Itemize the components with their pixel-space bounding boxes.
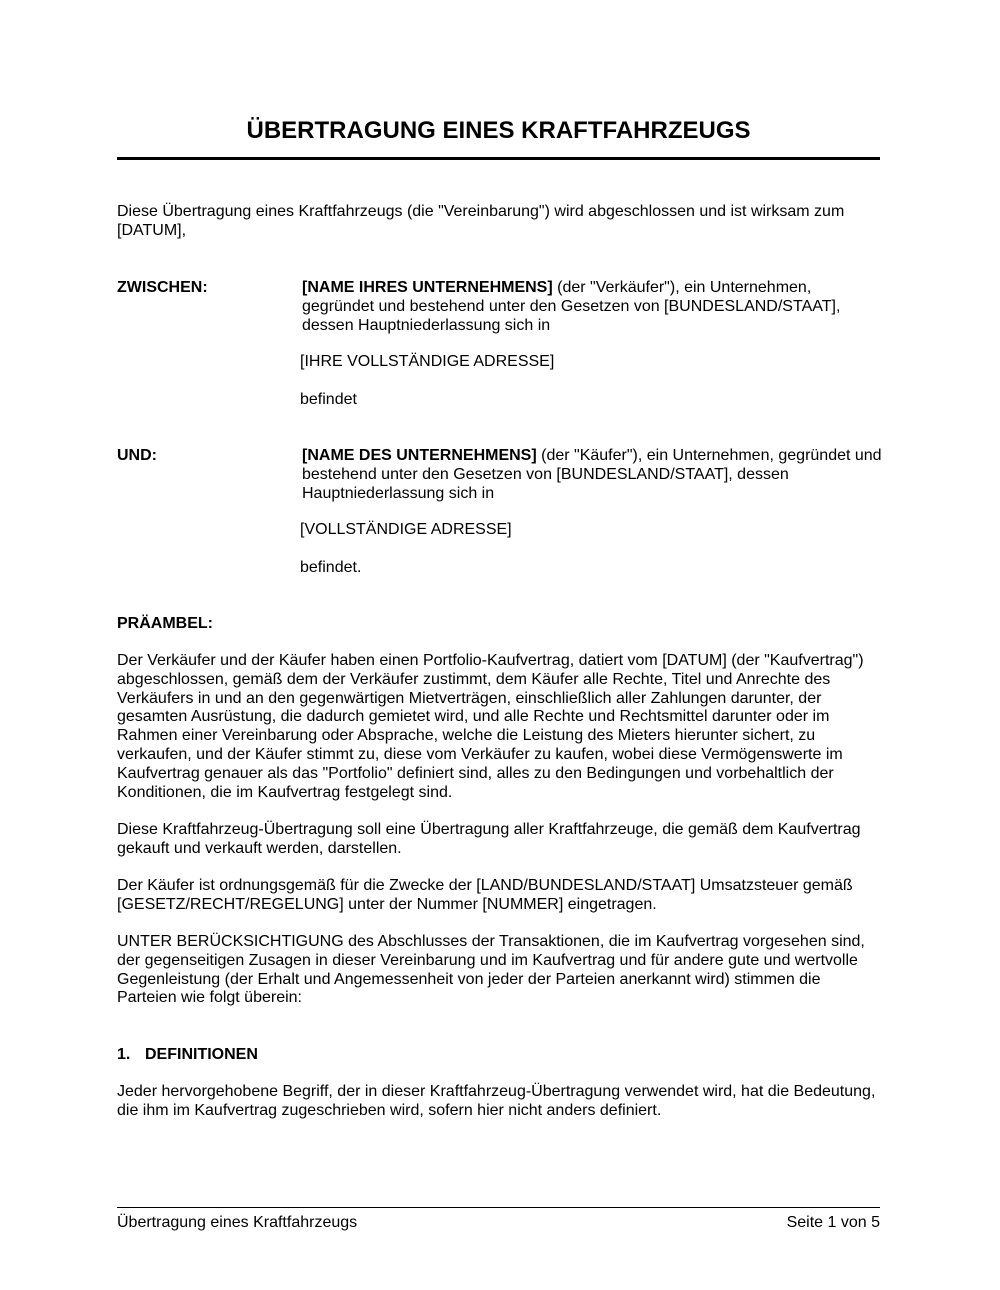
section-1-title: DEFINITIONEN — [145, 1046, 258, 1063]
footer-document-name: Übertragung eines Kraftfahrzeugs — [117, 1214, 358, 1231]
preamble-paragraph-3: Der Käufer ist ordnungsgemäß für die Zwecke der [LAND/BUNDESLAND/STAAT] Umsatzsteuer gemäß [GESETZ/RECHT/REGELUNG] unter der Nummer [NUMMER] eingetragen. — [117, 877, 853, 913]
buyer-party-block — [302, 447, 882, 503]
buyer-address: [VOLLSTÄNDIGE ADRESSE] — [300, 521, 512, 538]
footer-page-number: Seite 1 von 5 — [786, 1214, 880, 1231]
preamble-paragraph-2: Diese Kraftfahrzeug-Übertragung soll eine Übertragung aller Kraftfahrzeuge, die gemäß dem Kaufvertrag gekauft und verkauft werden, darstellen. — [117, 821, 861, 857]
seller-name: [NAME IHRES UNTERNEHMENS] — [302, 279, 553, 296]
buyer-description: (der "Käufer"), ein Unternehmen, gegründet und bestehend unter den Gesetzen von [BUNDESLAND/STAAT], dessen Hauptniederlassung sich in — [302, 447, 882, 502]
preamble-paragraph-1: Der Verkäufer und der Käufer haben einen Portfolio-Kaufvertrag, datiert vom [DATUM] (der "Kaufvertrag") abgeschlossen, gemäß dem der Verkäufer zustimmt, dem Käufer alle Rechte, Titel und Anrechte des Verkäufers in und an den gegenwärtigen Mietverträgen, einschließlich aller Zahlungen darunter, der gesamten Ausrüstung, die dadurch gemietet wird, und alle Rechte und Rechtsmittel darunter oder im Rahmen einer Vereinbarung oder Absprache, welche die Leistung des Mieters hierunter sichert, zu verkaufen, und der Käufer stimmt zu, diese vom Verkäufer zu kaufen, wobei diese Vermögenswerte im Kaufvertrag genauer als das "Portfolio" definiert sind, alles zu den Bedingungen und vorbehaltlich der Konditionen, die im Kaufvertrag festgelegt sind. — [117, 652, 864, 801]
buyer-located: befindet. — [300, 559, 362, 576]
seller-located: befindet — [300, 391, 357, 408]
section-1-text: Jeder hervorgehobene Begriff, der in dieser Kraftfahrzeug-Übertragung verwendet wird, hat die Bedeutung, die ihm im Kaufvertrag zugeschrieben wird, sofern hier nicht anders definiert. — [117, 1083, 876, 1119]
seller-party-block — [302, 279, 882, 335]
preamble-heading: PRÄAMBEL: — [117, 615, 213, 632]
intro-paragraph: Diese Übertragung eines Kraftfahrzeugs (die "Vereinbarung") wird abgeschlossen und ist wirksam zum [DATUM], — [117, 203, 845, 239]
seller-address: [IHRE VOLLSTÄNDIGE ADRESSE] — [300, 353, 555, 370]
document-title: ÜBERTRAGUNG EINES KRAFTFAHRZEUGS — [246, 117, 751, 144]
section-1-number: 1. — [117, 1046, 131, 1063]
and-label: UND: — [117, 447, 157, 464]
preamble-paragraph-4: UNTER BERÜCKSICHTIGUNG des Abschlusses der Transaktionen, die im Kaufvertrag vorgesehen sind, der gegenseitigen Zusagen in dieser Vereinbarung und im Kaufvertrag und für andere gute und wertvolle Gegenleistung (der Erhalt und Angemessenheit von jeder der Parteien anerkannt wird) stimmen die Parteien wie folgt überein: — [117, 933, 865, 1007]
section-1-heading — [117, 1046, 258, 1065]
title-divider — [117, 157, 880, 160]
buyer-name: [NAME DES UNTERNEHMENS] — [302, 447, 537, 464]
footer-divider — [117, 1207, 880, 1208]
between-label: ZWISCHEN: — [117, 279, 208, 296]
seller-description: (der "Verkäufer"), ein Unternehmen, gegründet und bestehend unter den Gesetzen von [BUNDESLAND/STAAT], dessen Hauptniederlassung sich in — [302, 279, 841, 334]
